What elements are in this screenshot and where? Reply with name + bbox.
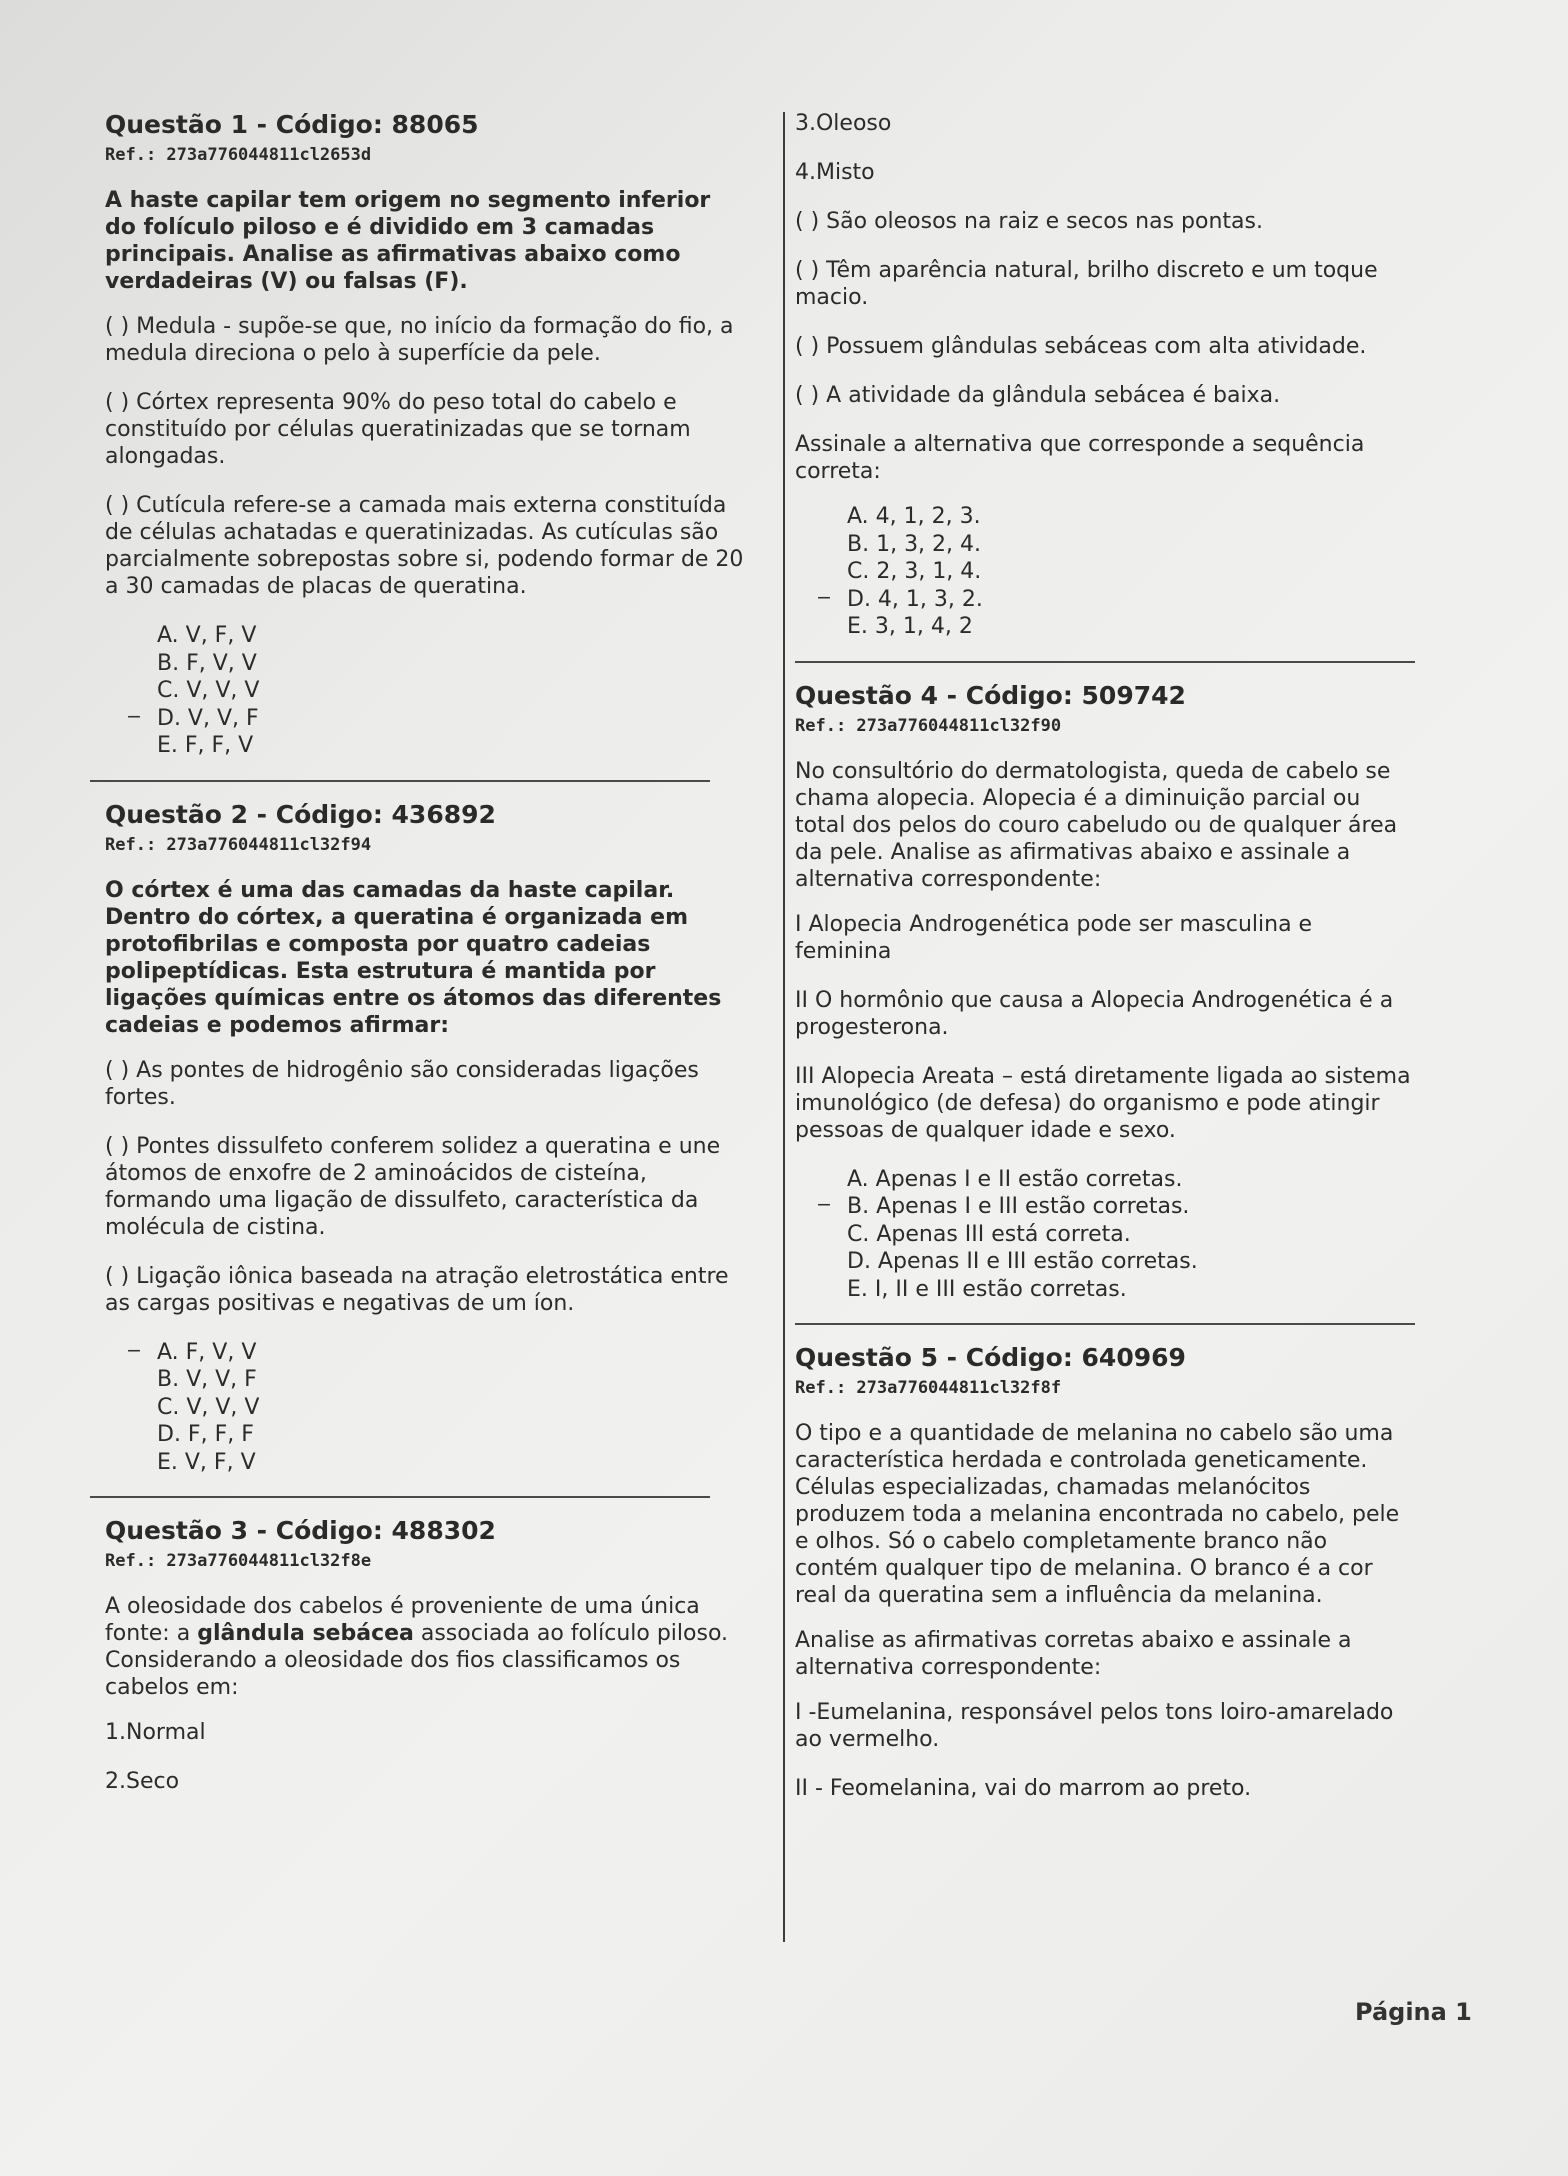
question-1-item-2: ( ) Córtex representa 90% do peso total do cabelo e constituído por células queratinizadas que se tornam alongadas.	[105, 390, 691, 469]
question-1-item-3: ( ) Cutícula refere-se a camada mais externa constituída de células achatadas e queratinizadas. As cutículas são parcialmente sobrepostas sobre si, podendo formar de 20 a 30 camadas de placas de queratina.	[105, 493, 744, 599]
left-column	[105, 110, 745, 1817]
column-divider	[783, 112, 785, 1942]
question-5-item-1: I -Eumelanina, responsável pelos tons loiro-amarelado ao vermelho.	[795, 1700, 1394, 1752]
question-3-continued	[795, 110, 1415, 663]
option-d-selected: ‒ D. V, V, F	[127, 703, 259, 731]
question-1-ref: Ref.: 273a776044811cl2653d	[105, 145, 372, 165]
question-2-stem: O córtex é uma das camadas da haste capilar. Dentro do córtex, a queratina é organizada em protofibrilas e composta por quatro cadeias polipeptídicas. Esta estrutura é mantida por ligações químicas entre os átomos das diferentes cadeias e podemos afirmar:	[105, 877, 722, 1038]
question-4-options	[795, 1166, 1415, 1304]
question-4-item-3: III Alopecia Areata – está diretamente ligada ao sistema imunológico (de defesa) do organismo e pode atingir pessoas de qualquer idade e sexo.	[795, 1063, 1411, 1143]
option-c: C. V, V, V	[157, 678, 260, 703]
question-4	[795, 681, 1415, 1326]
option-d-selected: ‒ D. 4, 1, 3, 2.	[817, 584, 983, 612]
separator	[795, 661, 1415, 663]
question-2-item-1: ( ) As pontes de hidrogênio são consideradas ligações fortes.	[105, 1057, 699, 1110]
option-e: E. F, F, V	[157, 733, 254, 758]
hair-type-3: 3.Oleoso	[795, 111, 892, 136]
option-a: A. 4, 1, 2, 3.	[847, 504, 981, 529]
question-1-stem: A haste capilar tem origem no segmento inferior do folículo piloso e é dividido em 3 camadas principais. Analise as afirmativas abaixo como verdadeiras (V) ou falsas (F).	[105, 188, 711, 294]
question-2	[105, 800, 745, 1499]
handwritten-check-icon: ‒	[817, 584, 831, 610]
hair-type-4: 4.Misto	[795, 160, 875, 185]
option-c: C. 2, 3, 1, 4.	[847, 559, 982, 584]
question-3-stem: A oleosidade dos cabelos é proveniente de uma única fonte: a glândula sebácea associada ao folículo piloso. Considerando a oleosidade dos fios classificamos os cabelos em:	[105, 1594, 729, 1700]
option-d: D. Apenas II e III estão corretas.	[847, 1249, 1198, 1274]
right-column	[795, 110, 1415, 1824]
question-5-ref: Ref.: 273a776044811cl32f8f	[795, 1378, 1062, 1398]
question-1-item-1: ( ) Medula - supõe-se que, no início da formação do fio, a medula direciona o pelo à superfície da pele.	[105, 314, 734, 366]
option-a: A. Apenas I e II estão corretas.	[847, 1166, 1183, 1192]
question-1-header: Questão 1 - Código: 88065	[105, 110, 479, 139]
option-a-selected: ‒ A. F, V, V	[127, 1337, 257, 1365]
separator	[795, 1323, 1415, 1325]
question-3-header: Questão 3 - Código: 488302	[105, 1516, 496, 1545]
question-3-instruction: Assinale a alternativa que corresponde a sequência correta:	[795, 432, 1365, 484]
option-c: C. Apenas III está correta.	[847, 1221, 1131, 1247]
question-4-ref: Ref.: 273a776044811cl32f90	[795, 715, 1062, 736]
question-3-item-3: ( ) Possuem glândulas sebáceas com alta atividade.	[795, 334, 1367, 359]
question-4-item-2: II O hormônio que causa a Alopecia Androgenética é a progesterona.	[795, 987, 1394, 1040]
question-2-item-3: ( ) Ligação iônica baseada na atração eletrostática entre as cargas positivas e negativas de um íon.	[105, 1263, 729, 1316]
separator	[90, 780, 710, 782]
handwritten-check-icon: ‒	[817, 1192, 831, 1217]
question-3-item-2: ( ) Têm aparência natural, brilho discreto e um toque macio.	[795, 258, 1378, 310]
page-number: Página 1	[1355, 1998, 1472, 2026]
question-2-options	[105, 1339, 745, 1477]
handwritten-check-icon: ‒	[127, 703, 141, 729]
question-5	[795, 1343, 1415, 1802]
question-2-header: Questão 2 - Código: 436892	[105, 799, 496, 829]
question-5-instruction: Analise as afirmativas corretas abaixo e assinale a alternativa correspondente:	[795, 1628, 1352, 1680]
question-4-stem: No consultório do dermatologista, queda de cabelo se chama alopecia. Alopecia é a diminuição parcial ou total dos pelos do couro cabeludo ou de qualquer área da pele. Analise as afirmativas abaixo e assinale a alternativa correspondente:	[795, 758, 1398, 892]
question-5-stem: O tipo e a quantidade de melanina no cabelo são uma característica herdada e controlada geneticamente. Células especializadas, chamadas melanócitos produzem toda a melanina encontrada no cabelo, pele e olhos. Só o cabelo completamente branco não contém qualquer tipo de melanina. O branco é a cor real da queratina sem a influência da melanina.	[795, 1421, 1400, 1608]
question-3-item-4: ( ) A atividade da glândula sebácea é baixa.	[795, 383, 1281, 408]
hair-type-2: 2.Seco	[105, 1769, 180, 1794]
question-4-item-1: I Alopecia Androgenética pode ser masculina e feminina	[795, 911, 1313, 964]
option-b: B. 1, 3, 2, 4.	[847, 531, 982, 557]
question-5-item-2: II - Feomelanina, vai do marrom ao preto.	[795, 1776, 1252, 1801]
option-b-selected: ‒ B. Apenas I e III estão corretas.	[817, 1192, 1190, 1219]
question-2-item-2: ( ) Pontes dissulfeto conferem solidez a queratina e une átomos de enxofre de 2 aminoácidos de cisteína, formando uma ligação de dissulfeto, característica da molécula de cistina.	[105, 1133, 721, 1240]
hair-type-1: 1.Normal	[105, 1720, 206, 1745]
question-3-options	[795, 503, 1415, 641]
option-a: A. V, F, V	[157, 623, 257, 648]
option-e: E. V, F, V	[157, 1449, 256, 1475]
question-2-ref: Ref.: 273a776044811cl32f94	[105, 834, 372, 855]
option-e: E. I, II e III estão corretas.	[847, 1276, 1127, 1302]
question-4-header: Questão 4 - Código: 509742	[795, 680, 1186, 710]
question-1-options	[105, 622, 745, 760]
option-e: E. 3, 1, 4, 2	[847, 614, 973, 639]
option-c: C. V, V, V	[157, 1394, 260, 1420]
separator	[90, 1496, 710, 1498]
handwritten-check-icon: ‒	[127, 1337, 141, 1363]
question-3	[105, 1516, 745, 1795]
question-1	[105, 110, 745, 782]
option-b: B. V, V, F	[157, 1367, 257, 1392]
option-d: D. F, F, F	[157, 1422, 254, 1447]
question-3-ref: Ref.: 273a776044811cl32f8e	[105, 1551, 372, 1571]
question-5-header: Questão 5 - Código: 640969	[795, 1343, 1186, 1372]
option-b: B. F, V, V	[157, 650, 257, 676]
question-3-item-1: ( ) São oleosos na raiz e secos nas pontas.	[795, 209, 1263, 234]
